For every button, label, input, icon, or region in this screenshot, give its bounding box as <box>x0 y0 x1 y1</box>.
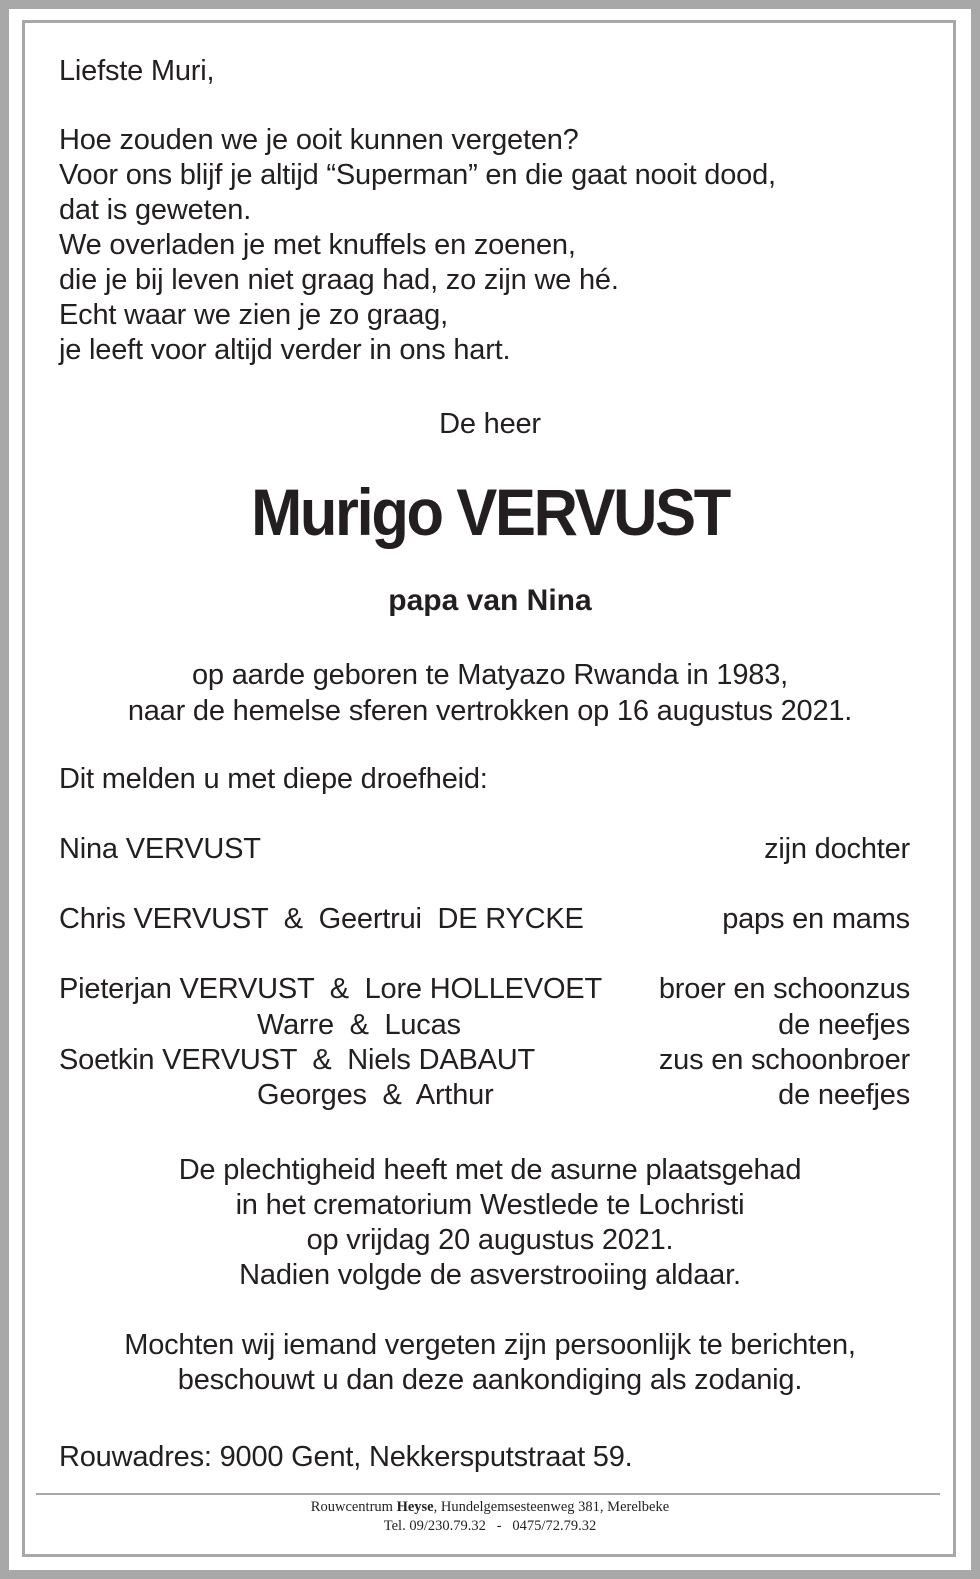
ceremony-line: Nadien volgde de asverstrooiing aldaar. <box>239 1259 741 1291</box>
announcement: Dit melden u met diepe droefheid: <box>59 763 488 795</box>
footer-prefix: Rouwcentrum <box>310 1499 393 1515</box>
footer-address: , Hundelgemsesteenweg 381, Merelbeke <box>433 1499 670 1515</box>
ceremony-line: De plechtigheid heeft met de asurne plaatsgehad <box>178 1154 802 1186</box>
poem-line: Hoe zouden we je ooit kunnen vergeten? <box>59 124 579 156</box>
family-names: Pieterjan VERVUST & Lore HOLLEVOET <box>59 973 602 1005</box>
footer-brand: Heyse <box>396 1499 434 1515</box>
poem-line: je leeft voor altijd verder in ons hart. <box>59 334 511 366</box>
subtitle: papa van Nina <box>388 584 592 617</box>
salutation: De heer <box>439 408 541 440</box>
family-names: Warre & Lucas <box>257 1009 461 1041</box>
family-relation: broer en schoonzus <box>658 973 910 1005</box>
ceremony-line: op vrijdag 20 augustus 2021. <box>306 1224 674 1256</box>
poem-line: Echt waar we zien je zo graag, <box>59 299 448 331</box>
footer-funeral-home <box>0 1498 980 1517</box>
poem-line: We overladen je met knuffels en zoenen, <box>59 229 576 261</box>
greeting: Liefste Muri, <box>59 55 215 87</box>
family-relation: paps en mams <box>722 903 910 935</box>
poem-line: dat is geweten. <box>59 194 252 226</box>
apology-line: beschouwt u dan deze aankondiging als zodanig. <box>177 1364 803 1396</box>
family-relation: zijn dochter <box>764 833 910 865</box>
family-names: Nina VERVUST <box>59 833 261 865</box>
family-relation: de neefjes <box>778 1009 910 1041</box>
apology-line: Mochten wij iemand vergeten zijn persoonlijk te berichten, <box>124 1329 856 1361</box>
footer-phone: Tel. 09/230.79.32 - 0475/72.79.32 <box>383 1518 597 1534</box>
mourning-address: Rouwadres: 9000 Gent, Nekkersputstraat 59. <box>59 1441 633 1473</box>
birth-line: op aarde geboren te Matyazo Rwanda in 1983, <box>192 659 788 691</box>
family-names: Soetkin VERVUST & Niels DABAUT <box>59 1044 536 1076</box>
deceased-name: Murigo VERVUST <box>251 475 729 549</box>
ceremony-line: in het crematorium Westlede te Lochristi <box>235 1189 745 1221</box>
footer-divider <box>36 1493 940 1495</box>
family-relation: de neefjes <box>778 1079 910 1111</box>
family-names: Chris VERVUST & Geertrui DE RYCKE <box>59 903 584 935</box>
death-line: naar de hemelse sferen vertrokken op 16 augustus 2021. <box>127 695 853 727</box>
poem-line: die je bij leven niet graag had, zo zijn we hé. <box>59 264 619 296</box>
family-relation: zus en schoonbroer <box>658 1044 910 1076</box>
poem-line: Voor ons blijf je altijd “Superman” en die gaat nooit dood, <box>59 159 776 191</box>
family-names: Georges & Arthur <box>257 1079 494 1111</box>
